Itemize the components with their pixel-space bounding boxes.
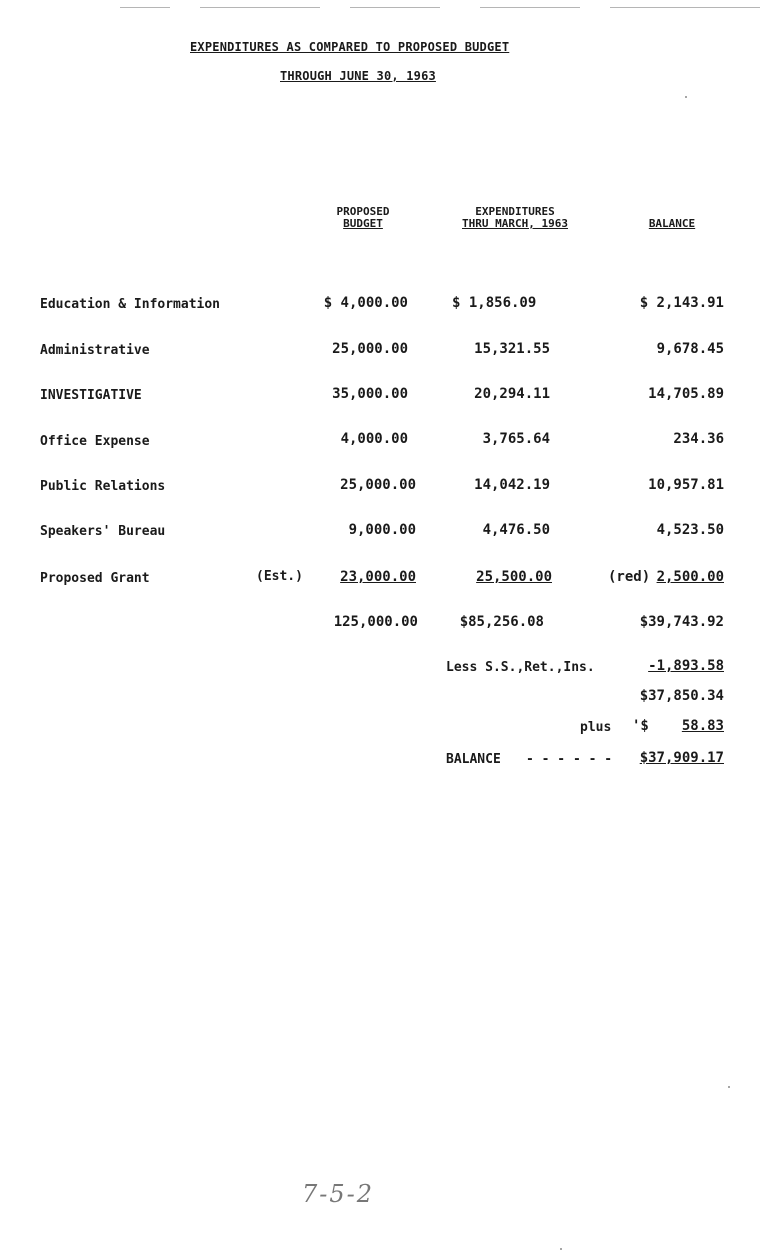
- row-expenditures: 25,500.00: [476, 569, 552, 585]
- row-proposed: 9,000.00: [348, 522, 416, 538]
- total-expenditures: $85,256.08: [459, 614, 544, 630]
- row-label: INVESTIGATIVE: [40, 388, 142, 403]
- scan-mark: [350, 7, 440, 8]
- row-label: Office Expense: [40, 434, 150, 449]
- header-proposed-budget: PROPOSED BUDGET: [336, 205, 390, 230]
- plus-label: plus: [580, 720, 612, 735]
- row-balance: 2,500.00: [656, 569, 724, 585]
- row-label: Public Relations: [40, 479, 166, 494]
- less-value: -1,893.58: [648, 658, 724, 674]
- row-proposed: 25,000.00: [332, 341, 408, 357]
- row-balance: $ 2,143.91: [639, 295, 724, 311]
- row-proposed: 25,000.00: [340, 477, 416, 493]
- scan-speck: [560, 1248, 562, 1250]
- less-label: Less S.S.,Ret.,Ins.: [446, 660, 595, 675]
- row-balance: 14,705.89: [648, 386, 724, 402]
- balance-dashes: - - - - - -: [526, 752, 613, 767]
- subtotal-value: $37,850.34: [639, 688, 724, 704]
- final-balance-value: $37,909.17: [639, 750, 724, 766]
- total-balance: $39,743.92: [639, 614, 724, 630]
- header-expenditures: EXPENDITURES THRU MARCH, 1963: [462, 205, 568, 230]
- scan-speck: [728, 1086, 730, 1088]
- row-proposed: $ 4,000.00: [323, 295, 408, 311]
- scan-mark: [480, 7, 580, 8]
- plus-prefix: '$: [632, 718, 649, 734]
- scan-mark: [610, 7, 760, 8]
- plus-value: 58.83: [681, 718, 724, 734]
- handwritten-note: 7-5-2: [302, 1180, 375, 1208]
- row-expenditures: 14,042.19: [474, 477, 550, 493]
- document-title: EXPENDITURES AS COMPARED TO PROPOSED BUDGET: [190, 40, 510, 54]
- row-expenditures: $ 1,856.09: [452, 295, 537, 311]
- row-proposed: 35,000.00: [332, 386, 408, 402]
- document-subtitle: THROUGH JUNE 30, 1963: [280, 69, 436, 83]
- row-expenditures: 4,476.50: [482, 522, 550, 538]
- row-expenditures: 15,321.55: [474, 341, 550, 357]
- row-label: Proposed Grant: [40, 571, 150, 586]
- row-proposed: 4,000.00: [340, 431, 408, 447]
- scan-mark: [120, 7, 170, 8]
- scan-mark: [200, 7, 320, 8]
- row-balance: 234.36: [673, 431, 724, 447]
- row-balance: 9,678.45: [656, 341, 724, 357]
- scan-speck: [685, 96, 687, 98]
- row-expenditures: 20,294.11: [474, 386, 550, 402]
- row-balance-prefix: (red): [608, 569, 651, 585]
- header-balance: BALANCE: [648, 217, 696, 230]
- row-label: Speakers' Bureau: [40, 524, 166, 539]
- row-expenditures: 3,765.64: [482, 431, 550, 447]
- row-balance: 10,957.81: [648, 477, 724, 493]
- row-balance: 4,523.50: [656, 522, 724, 538]
- total-proposed: 125,000.00: [333, 614, 418, 630]
- row-note: (Est.): [256, 569, 303, 584]
- balance-label: BALANCE: [446, 752, 501, 767]
- row-label: Administrative: [40, 343, 150, 358]
- row-proposed: 23,000.00: [340, 569, 416, 585]
- row-label: Education & Information: [40, 297, 221, 312]
